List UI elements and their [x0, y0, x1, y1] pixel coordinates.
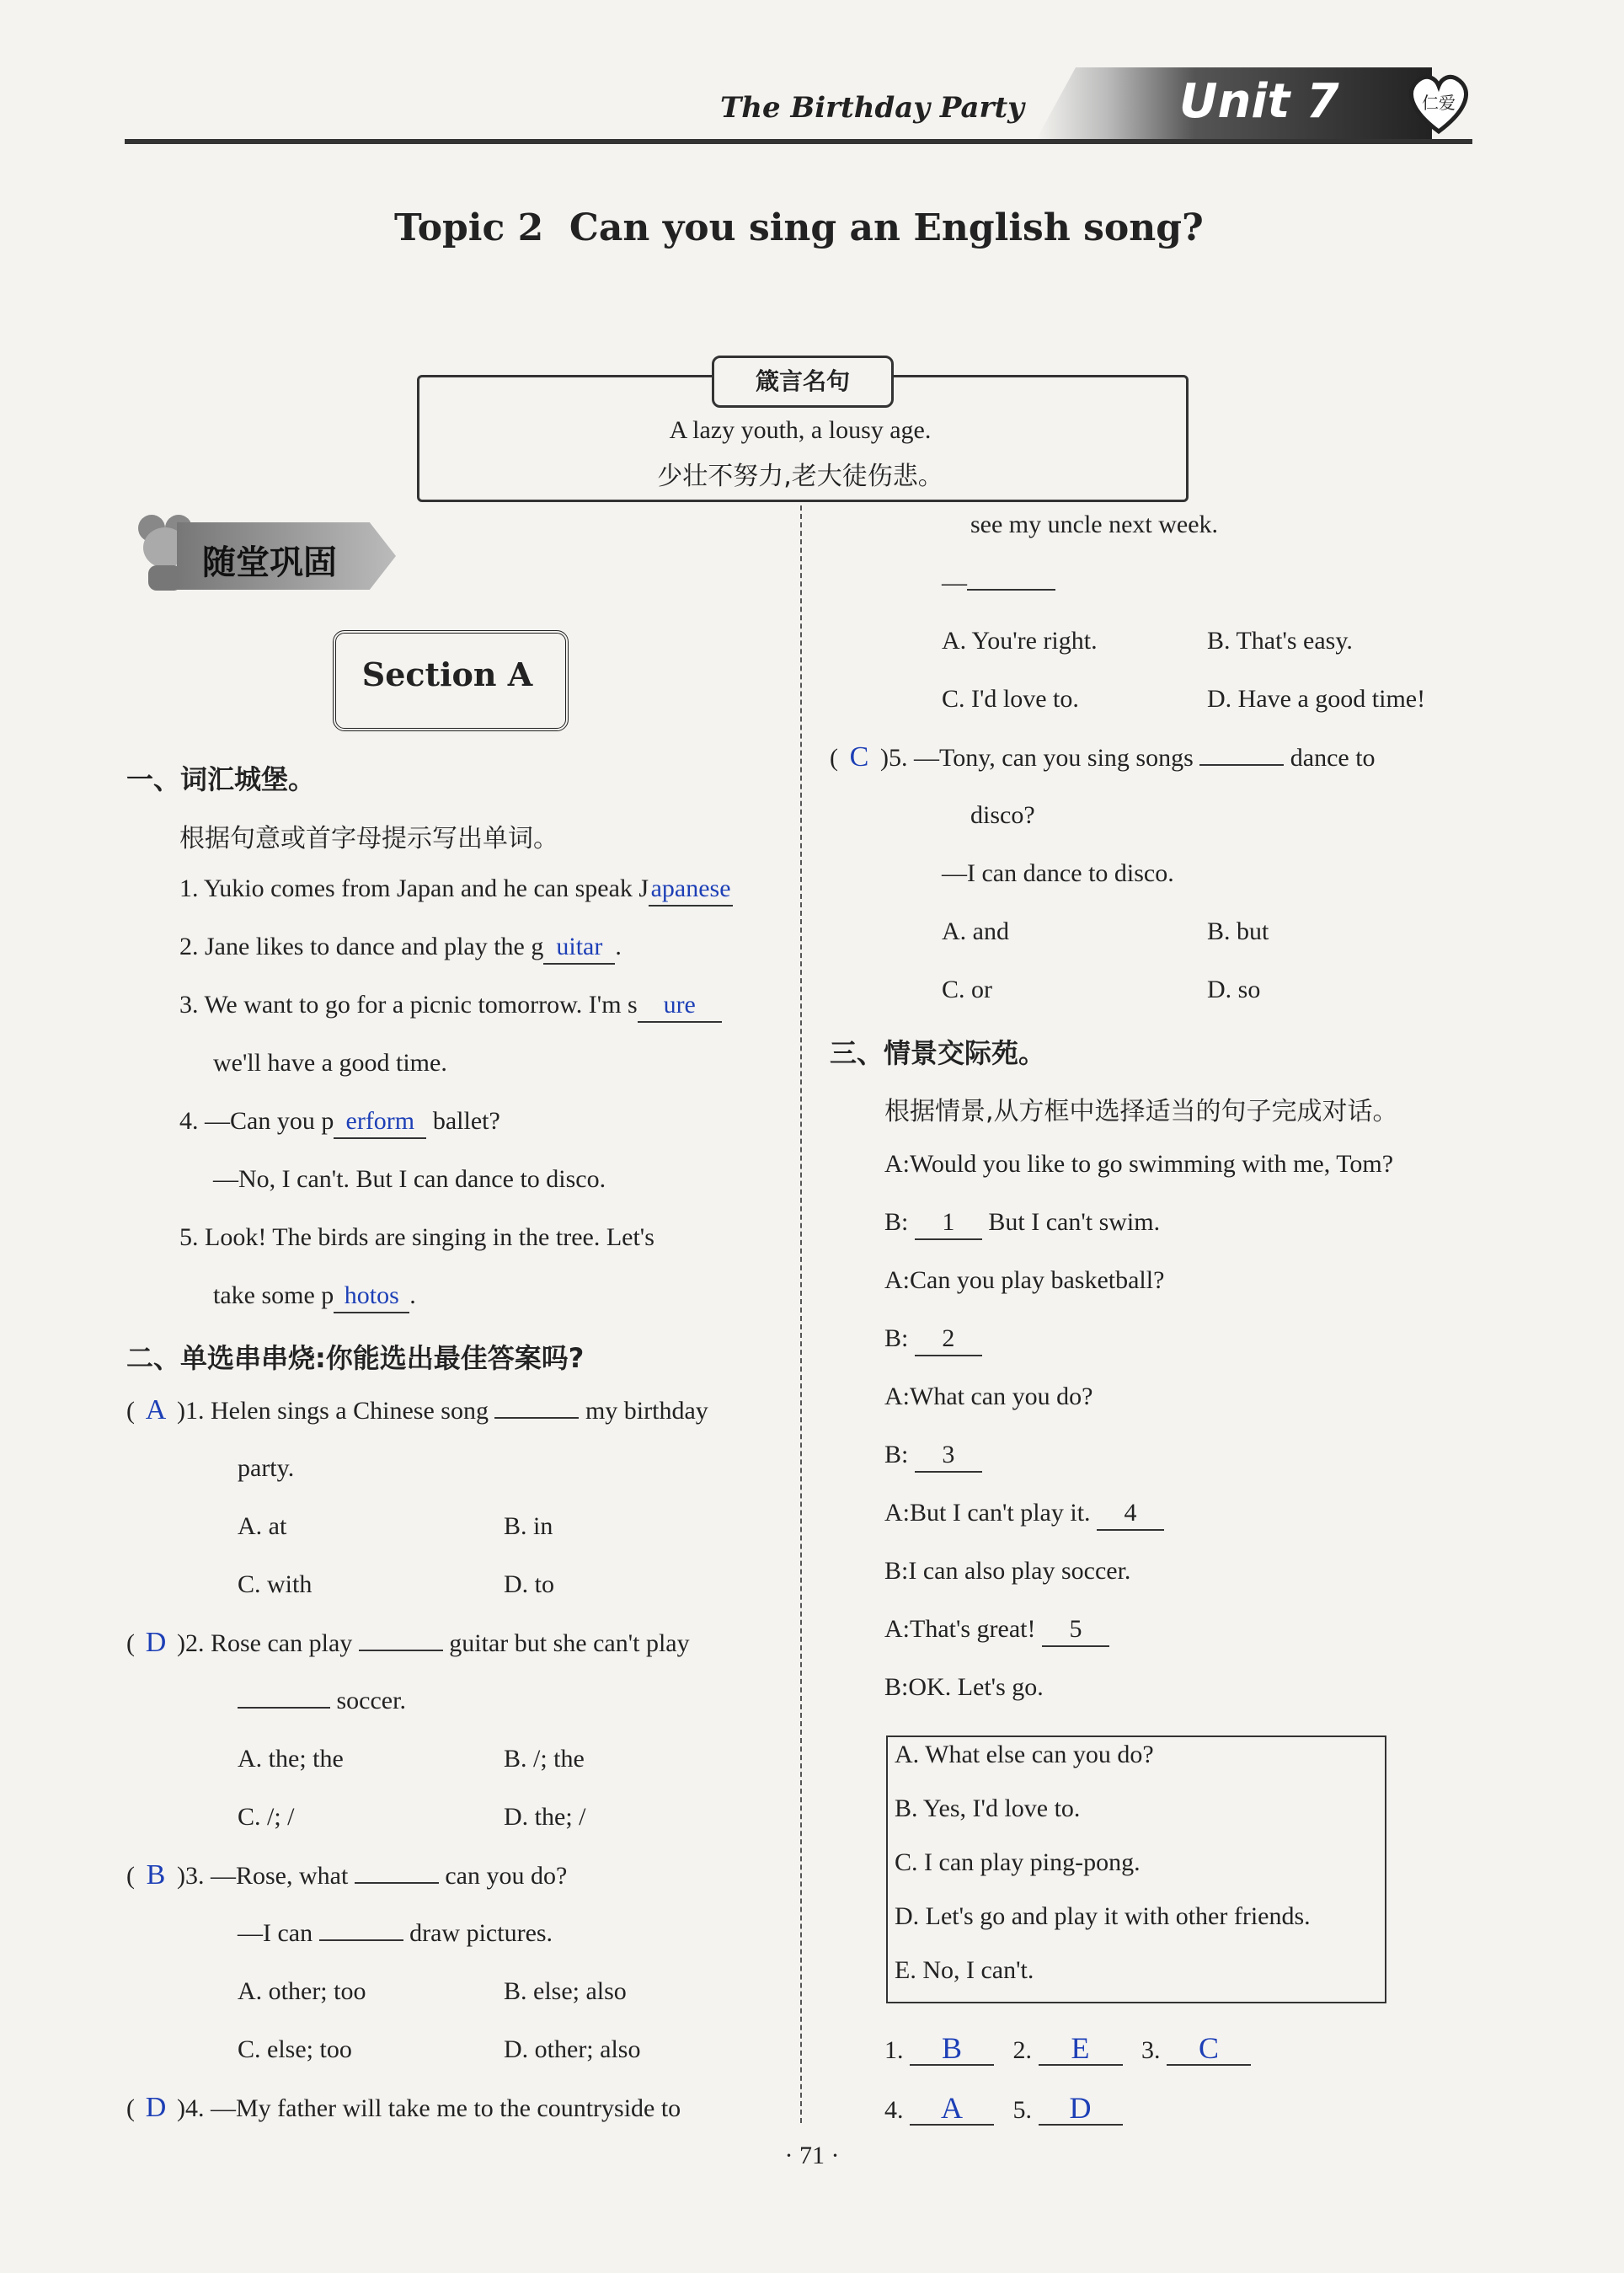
q4-answer[interactable]: D: [145, 2092, 167, 2123]
dialog-blank[interactable]: 5: [1042, 1613, 1109, 1647]
p1-item-2: [179, 931, 622, 965]
dialog-line-10: [884, 1671, 1044, 1703]
speaker: B:: [884, 1557, 909, 1585]
motto-english: A lazy youth, a lousy age.: [669, 416, 932, 444]
banner-text: 随堂巩固: [202, 543, 337, 582]
q3-text: can you do?: [445, 1862, 568, 1890]
p1-num: 1.: [179, 874, 199, 902]
dialog-line-3: [884, 1265, 1164, 1297]
dialog-blank[interactable]: 4: [1097, 1497, 1164, 1531]
p1-text: take some p: [213, 1281, 334, 1309]
q1-opt-a[interactable]: A. at: [238, 1512, 287, 1540]
bank-option-d: D. Let's go and play it with other friends.: [895, 1902, 1311, 1930]
speaker: B:: [884, 1208, 909, 1236]
dialog-text: OK. Let's go.: [908, 1673, 1044, 1701]
q5-opt-a[interactable]: A. and: [942, 917, 1009, 945]
dialog-line-8: [884, 1555, 1130, 1587]
p1-num: 4.: [179, 1107, 199, 1135]
p1-item-4: [179, 1105, 500, 1139]
q3-opt-b[interactable]: B. else; also: [504, 1977, 627, 2005]
answer-num: 4.: [884, 2096, 904, 2124]
q3-line2: [238, 1917, 553, 1949]
q3-blank[interactable]: [355, 1882, 439, 1884]
p1-answer: apanese: [650, 874, 731, 902]
q2-opt-b[interactable]: B. /; the: [504, 1745, 585, 1773]
answer-blank[interactable]: C: [1167, 2032, 1251, 2066]
q1-stem: ( A )1. Helen sings a Chinese song my birthday: [126, 1394, 708, 1425]
q5-opt-d[interactable]: D. so: [1207, 976, 1261, 1003]
q5-text: dance to: [1290, 744, 1376, 772]
p1-blank[interactable]: [543, 931, 615, 965]
q4-line3: [942, 567, 1055, 599]
bank-option-e: E. No, I can't.: [895, 1956, 1034, 1984]
part3-title: 三、情景交际苑。: [830, 1037, 1046, 1069]
p1-answer: ure: [663, 991, 696, 1019]
q5-blank[interactable]: [1199, 764, 1284, 766]
q2-text: )2. Rose can play: [177, 1629, 353, 1657]
p1-answer: erform: [345, 1107, 415, 1135]
speaker: A:: [884, 1150, 910, 1178]
speaker: A:: [884, 1615, 910, 1643]
speaker: B:: [884, 1324, 909, 1352]
q4-opt-b[interactable]: B. That's easy.: [1207, 627, 1353, 655]
answer-num: 3.: [1141, 2036, 1161, 2064]
q4-stem: ( D )4. —My father will take me to the countryside to: [126, 2092, 681, 2123]
p1-num: 5.: [179, 1223, 199, 1251]
dialog-line-9: [884, 1613, 1109, 1647]
dialog-text: Would you like to go swimming with me, Tom?: [910, 1150, 1394, 1178]
q3-stem: ( B )3. —Rose, what can you do?: [126, 1859, 568, 1891]
q4-text: —: [942, 569, 967, 596]
dialog-text: Can you play basketball?: [910, 1266, 1165, 1294]
p1-item-4-line2: —No, I can't. But I can dance to disco.: [213, 1165, 606, 1193]
p1-num: 2.: [179, 933, 199, 960]
q1-answer[interactable]: A: [145, 1394, 167, 1425]
p1-answer: uitar: [556, 933, 603, 960]
q4-line2: see my uncle next week.: [970, 511, 1219, 538]
p1-blank[interactable]: [334, 1105, 426, 1139]
p1-text: —Can you p: [205, 1107, 334, 1135]
p1-text: .: [409, 1281, 416, 1309]
header-unit-label: Unit 7: [1179, 74, 1339, 129]
p1-text: ballet?: [426, 1107, 500, 1135]
dialog-blank[interactable]: 1: [915, 1206, 982, 1240]
p1-text: Yukio comes from Japan and he can speak J: [203, 874, 649, 902]
q1-opt-d[interactable]: D. to: [504, 1570, 554, 1598]
q4-opt-c[interactable]: C. I'd love to.: [942, 685, 1079, 713]
q4-blank[interactable]: [967, 589, 1055, 591]
q3-opt-c[interactable]: C. else; too: [238, 2035, 352, 2063]
dialog-line-4: [884, 1323, 982, 1356]
q2-opt-d[interactable]: D. the; /: [504, 1803, 586, 1831]
p1-blank[interactable]: [649, 873, 733, 907]
dialog-text: What can you do?: [910, 1383, 1093, 1410]
q2-stem: ( D )2. Rose can play guitar but she can't play: [126, 1627, 690, 1658]
p1-text: Jane likes to dance and play the g: [205, 933, 544, 960]
dialog-blank[interactable]: 2: [915, 1323, 982, 1356]
dialog-line-7: [884, 1497, 1164, 1531]
answer-row-2: [884, 2092, 1123, 2126]
p1-text: We want to go for a picnic tomorrow. I'm s: [204, 991, 638, 1019]
speaker: A:: [884, 1383, 910, 1410]
header-logo-text: 仁爱: [1422, 93, 1456, 113]
q2-opt-c[interactable]: C. /; /: [238, 1803, 295, 1831]
dialog-text: But I can't play it.: [910, 1499, 1091, 1527]
p1-item-5: [179, 1222, 654, 1254]
q5-text: )5. —Tony, can you sing songs: [880, 744, 1194, 772]
speaker: A:: [884, 1266, 910, 1294]
q5-line2: disco?: [970, 801, 1035, 829]
p1-num: 3.: [179, 991, 199, 1019]
answer-blank[interactable]: E: [1039, 2032, 1123, 2066]
q3-text: )3. —Rose, what: [177, 1862, 349, 1890]
q4-text: )4. —My father will take me to the countryside to: [177, 2094, 681, 2122]
p1-text: Look! The birds are singing in the tree. Let's: [205, 1223, 654, 1251]
bank-option-a: A. What else can you do?: [895, 1741, 1154, 1768]
q1-line2: party.: [238, 1454, 295, 1482]
dialog-line-1: [884, 1148, 1393, 1180]
q2-text: guitar but she can't play: [449, 1629, 690, 1657]
q1-text: )1. Helen sings a Chinese song: [177, 1397, 489, 1425]
q4-opt-d[interactable]: D. Have a good time!: [1207, 685, 1426, 713]
q3-text: —I can: [238, 1919, 313, 1947]
part3-instruction: 根据情景,从方框中选择适当的句子完成对话。: [884, 1097, 1398, 1126]
q2-blank-2[interactable]: [238, 1707, 330, 1709]
column-divider: [800, 505, 802, 2123]
topic-title: Topic 2 Can you sing an English song?: [394, 206, 1204, 249]
p1-item-5-line2: [213, 1280, 416, 1313]
q2-blank[interactable]: [359, 1650, 443, 1651]
header-book-title: The Birthday Party: [720, 91, 1024, 125]
q2-text: soccer.: [336, 1687, 406, 1714]
q2-opt-a[interactable]: A. the; the: [238, 1745, 344, 1773]
header-rule: [125, 139, 1472, 144]
dialog-line-5: [884, 1381, 1092, 1413]
q5-stem: ( C )5. —Tony, can you sing songs dance to: [830, 741, 1376, 773]
p1-text: .: [615, 933, 622, 960]
bank-option-b: B. Yes, I'd love to.: [895, 1794, 1081, 1822]
answer-num: 1.: [884, 2036, 904, 2064]
answer-num: 5.: [1012, 2096, 1032, 2124]
q1-blank[interactable]: [494, 1417, 579, 1419]
section-a-title: Section A: [361, 655, 533, 693]
motto-chinese: 少壮不努力,老大徒伤悲。: [657, 462, 943, 491]
p1-blank[interactable]: [334, 1280, 409, 1313]
answer-blank[interactable]: A: [910, 2092, 994, 2126]
q1-text: my birthday: [585, 1397, 708, 1425]
dialog-text: That's great!: [910, 1615, 1036, 1643]
answer-row-1: [884, 2032, 1251, 2067]
q3-answer[interactable]: B: [146, 1859, 166, 1891]
q4-opt-a[interactable]: A. You're right.: [942, 627, 1098, 655]
q5-line3: —I can dance to disco.: [942, 859, 1174, 887]
q3-opt-a[interactable]: A. other; too: [238, 1977, 366, 2005]
q3-opt-d[interactable]: D. other; also: [504, 2035, 641, 2063]
page-number: · 71 ·: [784, 2142, 840, 2169]
q1-opt-c[interactable]: C. with: [238, 1570, 313, 1598]
p1-answer: hotos: [344, 1281, 399, 1309]
dialog-blank[interactable]: 3: [915, 1439, 982, 1473]
motto-label: 箴言名句: [712, 356, 894, 408]
q5-answer[interactable]: C: [849, 741, 869, 773]
q5-opt-c[interactable]: C. or: [942, 976, 992, 1003]
answer-blank[interactable]: B: [910, 2032, 994, 2066]
p1-item-3: [179, 989, 722, 1023]
q1-opt-b[interactable]: B. in: [504, 1512, 553, 1540]
dialog-text: But I can't swim.: [981, 1208, 1161, 1236]
part1-instruction: 根据句意或首字母提示写出单词。: [179, 824, 558, 853]
q2-answer[interactable]: D: [145, 1627, 167, 1658]
answer-num: 2.: [1012, 2036, 1032, 2064]
q3-blank-2[interactable]: [319, 1939, 403, 1941]
p1-item-3-line2: we'll have a good time.: [213, 1049, 447, 1077]
p1-blank[interactable]: [638, 989, 722, 1023]
speaker: B:: [884, 1441, 909, 1468]
q5-opt-b[interactable]: B. but: [1207, 917, 1269, 945]
part2-title: 二、单选串串烧:你能选出最佳答案吗?: [126, 1342, 585, 1374]
bank-option-c: C. I can play ping-pong.: [895, 1848, 1141, 1876]
speaker: B:: [884, 1673, 909, 1701]
part1-title: 一、词汇城堡。: [126, 763, 316, 795]
dialog-line-6: [884, 1439, 982, 1473]
p1-item-1: [179, 873, 733, 907]
q3-text: draw pictures.: [409, 1919, 553, 1947]
speaker: A:: [884, 1499, 910, 1527]
dialog-line-2: [884, 1206, 1160, 1240]
answer-blank[interactable]: D: [1039, 2092, 1123, 2126]
q2-line2: [238, 1685, 406, 1717]
dialog-text: I can also play soccer.: [908, 1557, 1131, 1585]
